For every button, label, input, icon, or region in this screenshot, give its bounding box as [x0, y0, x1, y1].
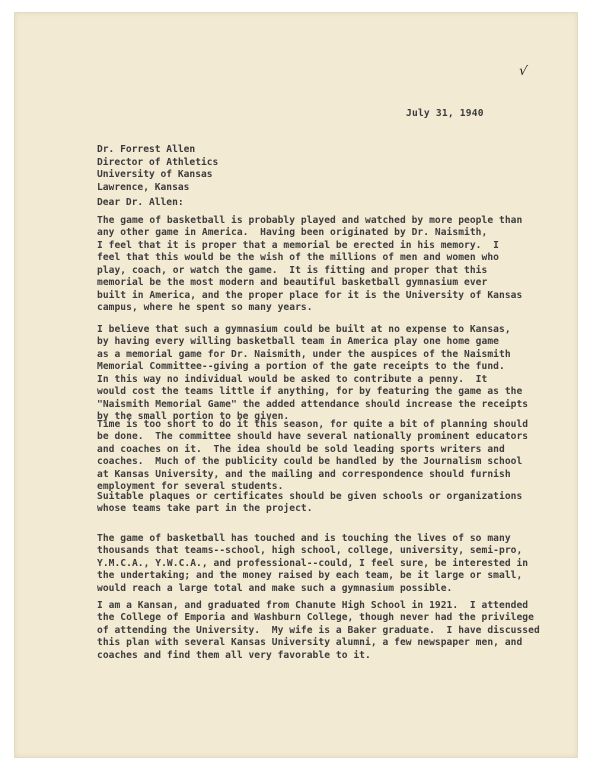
text-line: be done. The committee should have several nationally prominent educators — [97, 431, 529, 443]
recipient-address — [97, 144, 218, 194]
text-line: The game of basketball has touched and is touching the lives of so many — [97, 533, 511, 544]
text-line: employment for several students. — [97, 481, 284, 493]
text-line: built in America, and the proper place for it is the University of Kansas — [97, 289, 523, 301]
paragraph-memorial-proposal — [97, 215, 522, 315]
check-mark: √ — [517, 63, 529, 80]
text-line: by having every willing basketball team in America play one home game — [97, 336, 499, 348]
text-line: Time is too short to do it this season, for quite a bit of planning should — [97, 419, 529, 430]
text-line: by the small portion to be given. — [97, 411, 290, 423]
text-line: and coaches on it. The idea should be sold leading sports writers and — [97, 443, 505, 455]
paragraph-funding-plan — [97, 324, 528, 424]
text-line: coaches and find them all very favorable to it. — [97, 649, 371, 661]
text-line: In this way no individual would be asked to contribute a penny. It — [97, 373, 488, 385]
text-line: any other game in America. Having been originated by Dr. Naismith, — [97, 227, 488, 239]
text-line: would reach a large total and make such a gymnasium possible. — [97, 582, 453, 594]
text-line: play, coach, or watch the game. It is fitting and proper that this — [97, 264, 488, 276]
text-line: whose teams take part in the project. — [97, 503, 313, 515]
text-line: Suitable plaques or certificates should be given schools or organizations — [97, 491, 523, 502]
text-line: I feel that it is proper that a memorial be erected in his memory. I — [97, 239, 499, 251]
address-line: University of Kansas — [97, 169, 213, 180]
address-line: Dr. Forrest Allen — [97, 144, 196, 155]
text-line: coaches. Much of the publicity could be handled by the Journalism school — [97, 456, 523, 468]
text-line: "Naismith Memorial Game" the added attendance should increase the receipts — [97, 398, 529, 410]
text-line: memorial be the most modern and beautiful basketball gymnasium ever — [97, 277, 488, 289]
text-line: I am a Kansan, and graduated from Chanute High School in 1921. I attended — [97, 600, 529, 611]
text-line: Y.M.C.A., Y.W.C.A., and professional--could, I feel sure, be interested in — [97, 557, 529, 569]
paragraph-teams — [97, 533, 528, 595]
salutation: Dear Dr. Allen: — [97, 197, 184, 208]
text-line: the undertaking; and the money raised by each team, be it large or small, — [97, 570, 523, 582]
text-line: I believe that such a gymnasium could be built at no expense to Kansas, — [97, 324, 511, 335]
text-line: at Kansas University, and the mailing and correspondence should furnish — [97, 468, 511, 480]
letter-date: July 31, 1940 — [406, 108, 484, 119]
text-line: feel that this would be the wish of the millions of men and women who — [97, 252, 499, 264]
text-line: Memorial Committee--giving a portion of the gate receipts to the fund. — [97, 361, 505, 373]
paragraph-author-background — [97, 600, 540, 662]
text-line: The game of basketball is probably played and watched by more people than — [97, 215, 523, 226]
text-line: of attending the University. My wife is a Baker graduate. I have discussed — [97, 624, 540, 636]
text-line: campus, where he spent so many years. — [97, 302, 313, 314]
paragraph-planning — [97, 419, 528, 494]
text-line: thousands that teams--school, high school, college, university, semi-pro, — [97, 545, 523, 557]
address-line: Lawrence, Kansas — [97, 181, 190, 193]
paragraph-plaques — [97, 491, 522, 516]
address-line: Director of Athletics — [97, 156, 219, 168]
text-line: this plan with several Kansas University alumni, a few newspaper men, and — [97, 637, 523, 649]
text-line: would cost the teams little if anything, for by featuring the game as the — [97, 386, 523, 398]
text-line: the College of Emporia and Washburn College, though never had the privilege — [97, 612, 534, 624]
text-line: as a memorial game for Dr. Naismith, under the auspices of the Naismith — [97, 348, 511, 360]
